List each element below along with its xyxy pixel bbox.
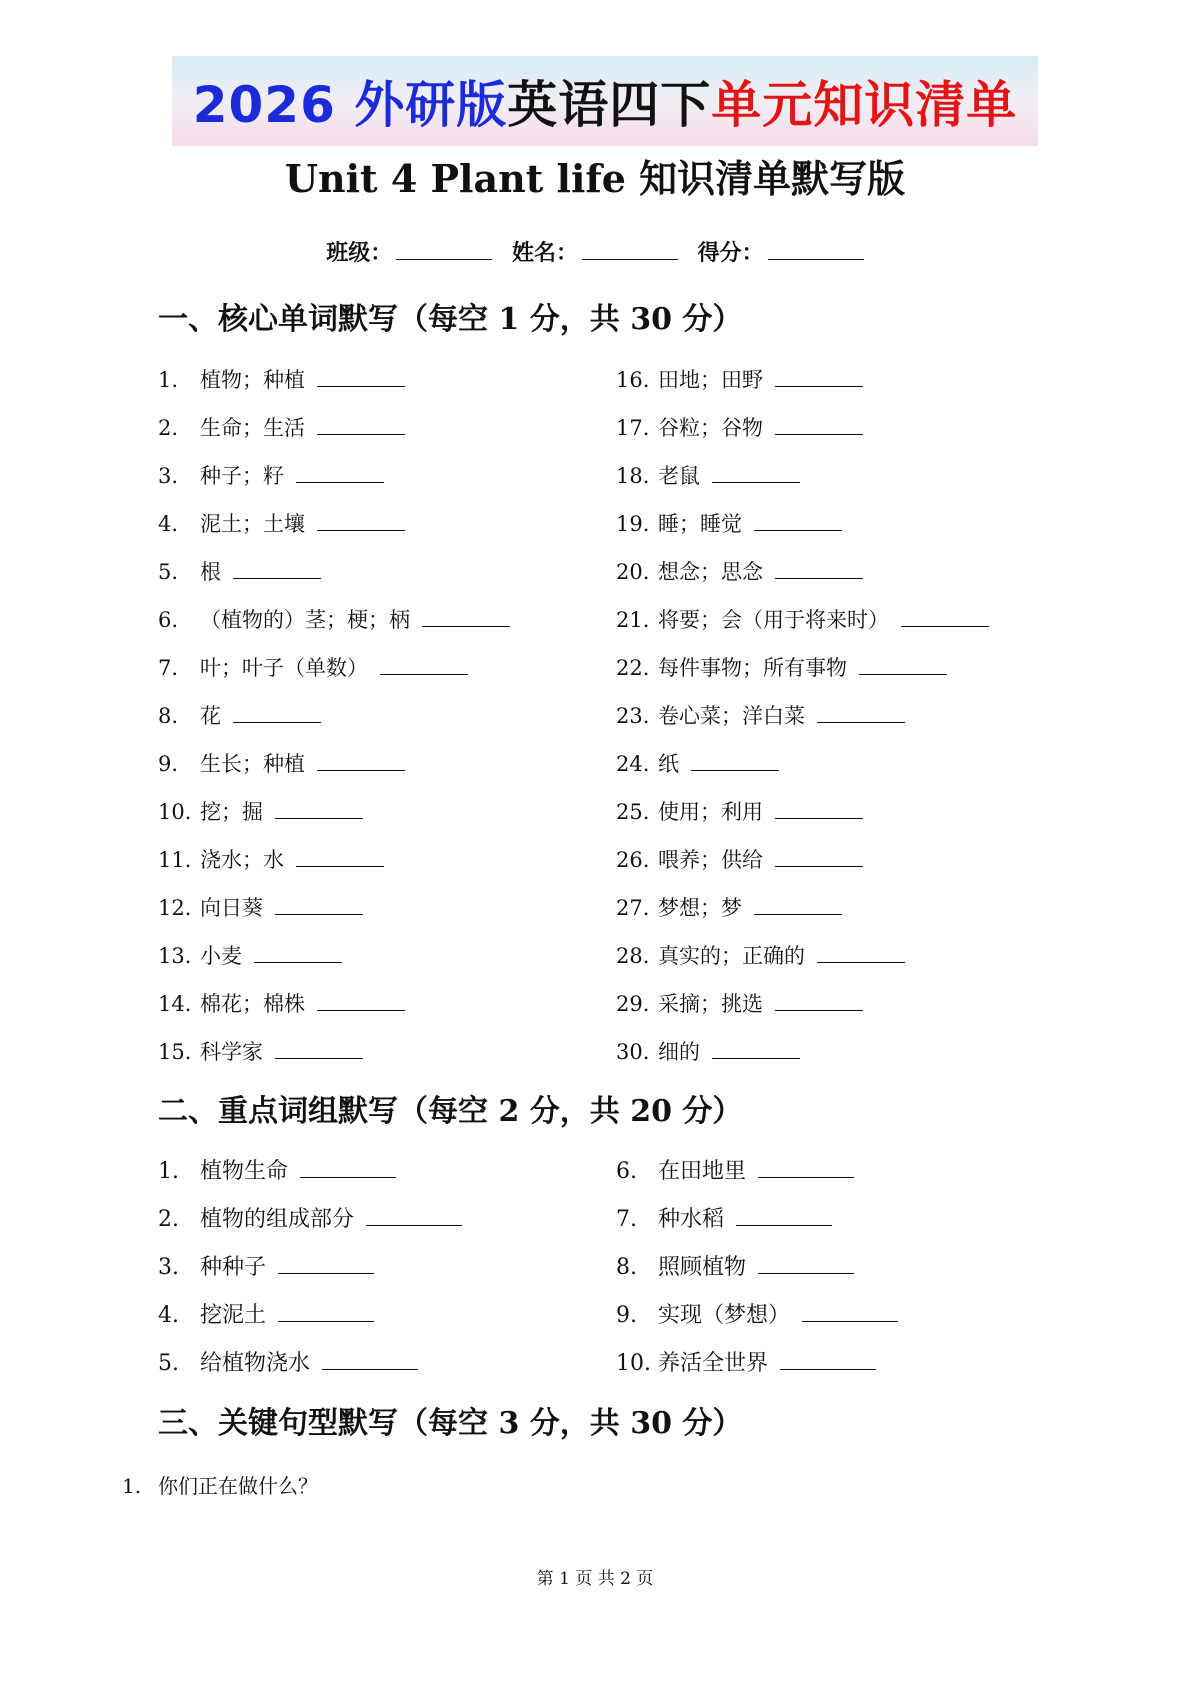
item-number: 8. bbox=[616, 1255, 637, 1280]
item-prompt: 谷粒；谷物 bbox=[658, 416, 763, 440]
list-item bbox=[158, 1340, 462, 1388]
section2-left-column bbox=[158, 1148, 462, 1388]
item-prompt: 老鼠 bbox=[658, 464, 700, 488]
list-item bbox=[158, 1292, 462, 1340]
item-prompt: 纸 bbox=[658, 752, 679, 776]
class-label: 班级： bbox=[326, 240, 393, 266]
score-field bbox=[698, 240, 864, 266]
item-prompt: 棉花；棉株 bbox=[200, 992, 305, 1016]
list-item bbox=[158, 548, 510, 596]
item-number: 3. bbox=[158, 1255, 179, 1280]
item-prompt: （植物的）茎；梗；柄 bbox=[200, 608, 410, 632]
item-prompt: 每件事物；所有事物 bbox=[658, 656, 847, 680]
answer-blank[interactable] bbox=[736, 1207, 832, 1226]
item-prompt: 植物的组成部分 bbox=[200, 1207, 355, 1232]
banner-topic: 单元知识清单 bbox=[711, 76, 1018, 134]
name-label: 姓名： bbox=[511, 240, 578, 266]
list-item bbox=[158, 644, 510, 692]
list-item bbox=[616, 644, 989, 692]
answer-blank[interactable] bbox=[712, 1040, 800, 1059]
list-item bbox=[158, 980, 510, 1028]
item-number: 23. bbox=[616, 704, 650, 728]
answer-blank[interactable] bbox=[254, 944, 342, 963]
item-number: 4. bbox=[158, 1303, 179, 1328]
answer-blank[interactable] bbox=[712, 464, 800, 483]
sentence-prompt: 你们正在做什么？ bbox=[158, 1474, 318, 1498]
item-number: 24. bbox=[616, 752, 650, 776]
item-number: 9. bbox=[158, 752, 179, 776]
answer-blank[interactable] bbox=[317, 368, 405, 387]
item-prompt: 叶；叶子（单数） bbox=[200, 656, 368, 680]
item-prompt: 花 bbox=[200, 704, 221, 728]
item-number: 16. bbox=[616, 368, 650, 392]
answer-blank[interactable] bbox=[366, 1207, 462, 1226]
item-prompt: 给植物浇水 bbox=[200, 1351, 311, 1376]
answer-blank[interactable] bbox=[278, 1255, 374, 1274]
answer-blank[interactable] bbox=[275, 1040, 363, 1059]
item-number: 17. bbox=[616, 416, 650, 440]
banner-grade: 英语四下 bbox=[507, 76, 712, 134]
answer-blank[interactable] bbox=[758, 1255, 854, 1274]
list-item bbox=[616, 356, 989, 404]
item-number: 15. bbox=[158, 1040, 192, 1064]
item-prompt: 睡；睡觉 bbox=[658, 512, 742, 536]
page-footer: 第 1 页 共 2 页 bbox=[536, 1569, 654, 1589]
item-prompt: 根 bbox=[200, 560, 221, 584]
item-prompt: 在田地里 bbox=[658, 1159, 747, 1184]
answer-blank[interactable] bbox=[901, 608, 989, 627]
answer-blank[interactable] bbox=[859, 656, 947, 675]
item-number: 3. bbox=[158, 464, 179, 488]
answer-blank[interactable] bbox=[322, 1351, 418, 1370]
list-item bbox=[616, 1340, 898, 1388]
list-item bbox=[616, 500, 989, 548]
answer-blank[interactable] bbox=[775, 848, 863, 867]
list-item bbox=[158, 740, 510, 788]
answer-blank[interactable] bbox=[317, 512, 405, 531]
item-number: 6. bbox=[158, 608, 179, 632]
item-number: 19. bbox=[616, 512, 650, 536]
item-prompt: 梦想；梦 bbox=[658, 896, 742, 920]
item-prompt: 想念；思念 bbox=[658, 560, 763, 584]
score-label: 得分： bbox=[697, 240, 764, 266]
item-number: 2. bbox=[158, 416, 179, 440]
banner-edition: 2026 外研版 bbox=[192, 76, 508, 134]
answer-blank[interactable] bbox=[317, 752, 405, 771]
item-prompt: 将要；会（用于将来时） bbox=[658, 608, 889, 632]
list-item bbox=[158, 404, 510, 452]
item-prompt: 种子；籽 bbox=[200, 464, 284, 488]
item-number: 14. bbox=[158, 992, 192, 1016]
section1-title: 一、核心单词默写（每空 1 分，共 30 分） bbox=[158, 302, 743, 337]
answer-blank[interactable] bbox=[775, 992, 863, 1011]
list-item bbox=[616, 740, 989, 788]
name-blank[interactable] bbox=[582, 239, 678, 260]
item-number: 27. bbox=[616, 896, 650, 920]
item-prompt: 种水稻 bbox=[658, 1207, 725, 1232]
list-item bbox=[158, 1196, 462, 1244]
sentence-item bbox=[122, 1470, 318, 1499]
item-number: 1. bbox=[158, 368, 179, 392]
answer-blank[interactable] bbox=[296, 464, 384, 483]
list-item bbox=[158, 836, 510, 884]
list-item bbox=[158, 1148, 462, 1196]
list-item bbox=[158, 1244, 462, 1292]
item-prompt: 生命；生活 bbox=[200, 416, 305, 440]
list-item bbox=[616, 788, 989, 836]
item-prompt: 泥土；土壤 bbox=[200, 512, 305, 536]
class-field bbox=[326, 240, 492, 266]
answer-blank[interactable] bbox=[275, 800, 363, 819]
answer-blank[interactable] bbox=[300, 1159, 396, 1178]
item-prompt: 种种子 bbox=[200, 1255, 267, 1280]
class-blank[interactable] bbox=[396, 239, 492, 260]
answer-blank[interactable] bbox=[817, 704, 905, 723]
list-item bbox=[158, 1028, 510, 1076]
list-item bbox=[616, 980, 989, 1028]
name-field bbox=[512, 240, 678, 266]
student-info-line bbox=[0, 236, 1190, 267]
item-prompt: 向日葵 bbox=[200, 896, 263, 920]
item-number: 28. bbox=[616, 944, 650, 968]
section3-title: 三、关键句型默写（每空 3 分，共 30 分） bbox=[158, 1406, 743, 1441]
item-number: 26. bbox=[616, 848, 650, 872]
answer-blank[interactable] bbox=[422, 608, 510, 627]
item-prompt: 喂养；供给 bbox=[658, 848, 763, 872]
answer-blank[interactable] bbox=[817, 944, 905, 963]
list-item bbox=[616, 452, 989, 500]
list-item bbox=[616, 932, 989, 980]
list-item bbox=[616, 1196, 898, 1244]
list-item bbox=[616, 836, 989, 884]
section1-left-column bbox=[158, 356, 510, 1076]
list-item bbox=[158, 356, 510, 404]
list-item bbox=[158, 692, 510, 740]
answer-blank[interactable] bbox=[754, 896, 842, 915]
item-prompt: 挖泥土 bbox=[200, 1303, 267, 1328]
answer-blank[interactable] bbox=[233, 704, 321, 723]
list-item bbox=[158, 500, 510, 548]
list-item bbox=[616, 1148, 898, 1196]
item-number: 9. bbox=[616, 1303, 637, 1328]
section1-right-column bbox=[616, 356, 989, 1076]
item-prompt: 实现（梦想） bbox=[658, 1303, 791, 1328]
answer-blank[interactable] bbox=[233, 560, 321, 579]
list-item bbox=[158, 932, 510, 980]
item-number: 6. bbox=[616, 1159, 637, 1184]
item-prompt: 真实的；正确的 bbox=[658, 944, 805, 968]
list-item bbox=[616, 404, 989, 452]
answer-blank[interactable] bbox=[278, 1303, 374, 1322]
item-prompt: 使用；利用 bbox=[658, 800, 763, 824]
answer-blank[interactable] bbox=[691, 752, 779, 771]
list-item bbox=[158, 788, 510, 836]
answer-blank[interactable] bbox=[775, 800, 863, 819]
item-prompt: 小麦 bbox=[200, 944, 242, 968]
answer-blank[interactable] bbox=[775, 368, 863, 387]
list-item bbox=[616, 548, 989, 596]
item-number: 5. bbox=[158, 560, 179, 584]
answer-blank[interactable] bbox=[317, 992, 405, 1011]
item-number: 21. bbox=[616, 608, 650, 632]
item-prompt: 卷心菜；洋白菜 bbox=[658, 704, 805, 728]
list-item bbox=[616, 596, 989, 644]
list-item bbox=[158, 596, 510, 644]
item-prompt: 采摘；挑选 bbox=[658, 992, 763, 1016]
item-prompt: 照顾植物 bbox=[658, 1255, 747, 1280]
item-number: 4. bbox=[158, 512, 179, 536]
item-prompt: 养活全世界 bbox=[658, 1351, 769, 1376]
score-blank[interactable] bbox=[768, 239, 864, 260]
item-number: 5. bbox=[158, 1351, 179, 1376]
item-number: 2. bbox=[158, 1207, 179, 1232]
list-item bbox=[616, 1028, 989, 1076]
list-item bbox=[616, 1244, 898, 1292]
item-number: 25. bbox=[616, 800, 650, 824]
item-prompt: 挖；掘 bbox=[200, 800, 263, 824]
list-item bbox=[158, 884, 510, 932]
item-prompt: 植物生命 bbox=[200, 1159, 289, 1184]
item-prompt: 科学家 bbox=[200, 1040, 263, 1064]
item-prompt: 浇水；水 bbox=[200, 848, 284, 872]
item-number: 18. bbox=[616, 464, 650, 488]
item-number: 29. bbox=[616, 992, 650, 1016]
item-number: 1. bbox=[158, 1159, 179, 1184]
item-prompt: 植物；种植 bbox=[200, 368, 305, 392]
item-prompt: 生长；种植 bbox=[200, 752, 305, 776]
item-prompt: 田地；田野 bbox=[658, 368, 763, 392]
answer-blank[interactable] bbox=[758, 1159, 854, 1178]
item-number: 7. bbox=[616, 1207, 637, 1232]
item-number: 10. bbox=[158, 800, 192, 824]
answer-blank[interactable] bbox=[380, 656, 468, 675]
item-number: 20. bbox=[616, 560, 650, 584]
item-number: 12. bbox=[158, 896, 192, 920]
item-number: 7. bbox=[158, 656, 179, 680]
answer-blank[interactable] bbox=[775, 560, 863, 579]
sentence-number: 1. bbox=[122, 1474, 142, 1498]
item-number: 30. bbox=[616, 1040, 650, 1064]
section2-right-column bbox=[616, 1148, 898, 1388]
answer-blank[interactable] bbox=[775, 416, 863, 435]
answer-blank[interactable] bbox=[275, 896, 363, 915]
section2-title: 二、重点词组默写（每空 2 分，共 20 分） bbox=[158, 1094, 743, 1129]
answer-blank[interactable] bbox=[296, 848, 384, 867]
answer-blank[interactable] bbox=[754, 512, 842, 531]
page-subtitle: Unit 4 Plant life 知识清单默写版 bbox=[284, 156, 906, 201]
list-item bbox=[616, 692, 989, 740]
answer-blank[interactable] bbox=[780, 1351, 876, 1370]
list-item bbox=[616, 1292, 898, 1340]
item-prompt: 细的 bbox=[658, 1040, 700, 1064]
item-number: 11. bbox=[158, 848, 192, 872]
list-item bbox=[158, 452, 510, 500]
item-number: 13. bbox=[158, 944, 192, 968]
list-item bbox=[616, 884, 989, 932]
item-number: 22. bbox=[616, 656, 650, 680]
answer-blank[interactable] bbox=[317, 416, 405, 435]
title-banner bbox=[172, 56, 1038, 146]
item-number: 10. bbox=[616, 1351, 651, 1376]
answer-blank[interactable] bbox=[802, 1303, 898, 1322]
item-number: 8. bbox=[158, 704, 179, 728]
